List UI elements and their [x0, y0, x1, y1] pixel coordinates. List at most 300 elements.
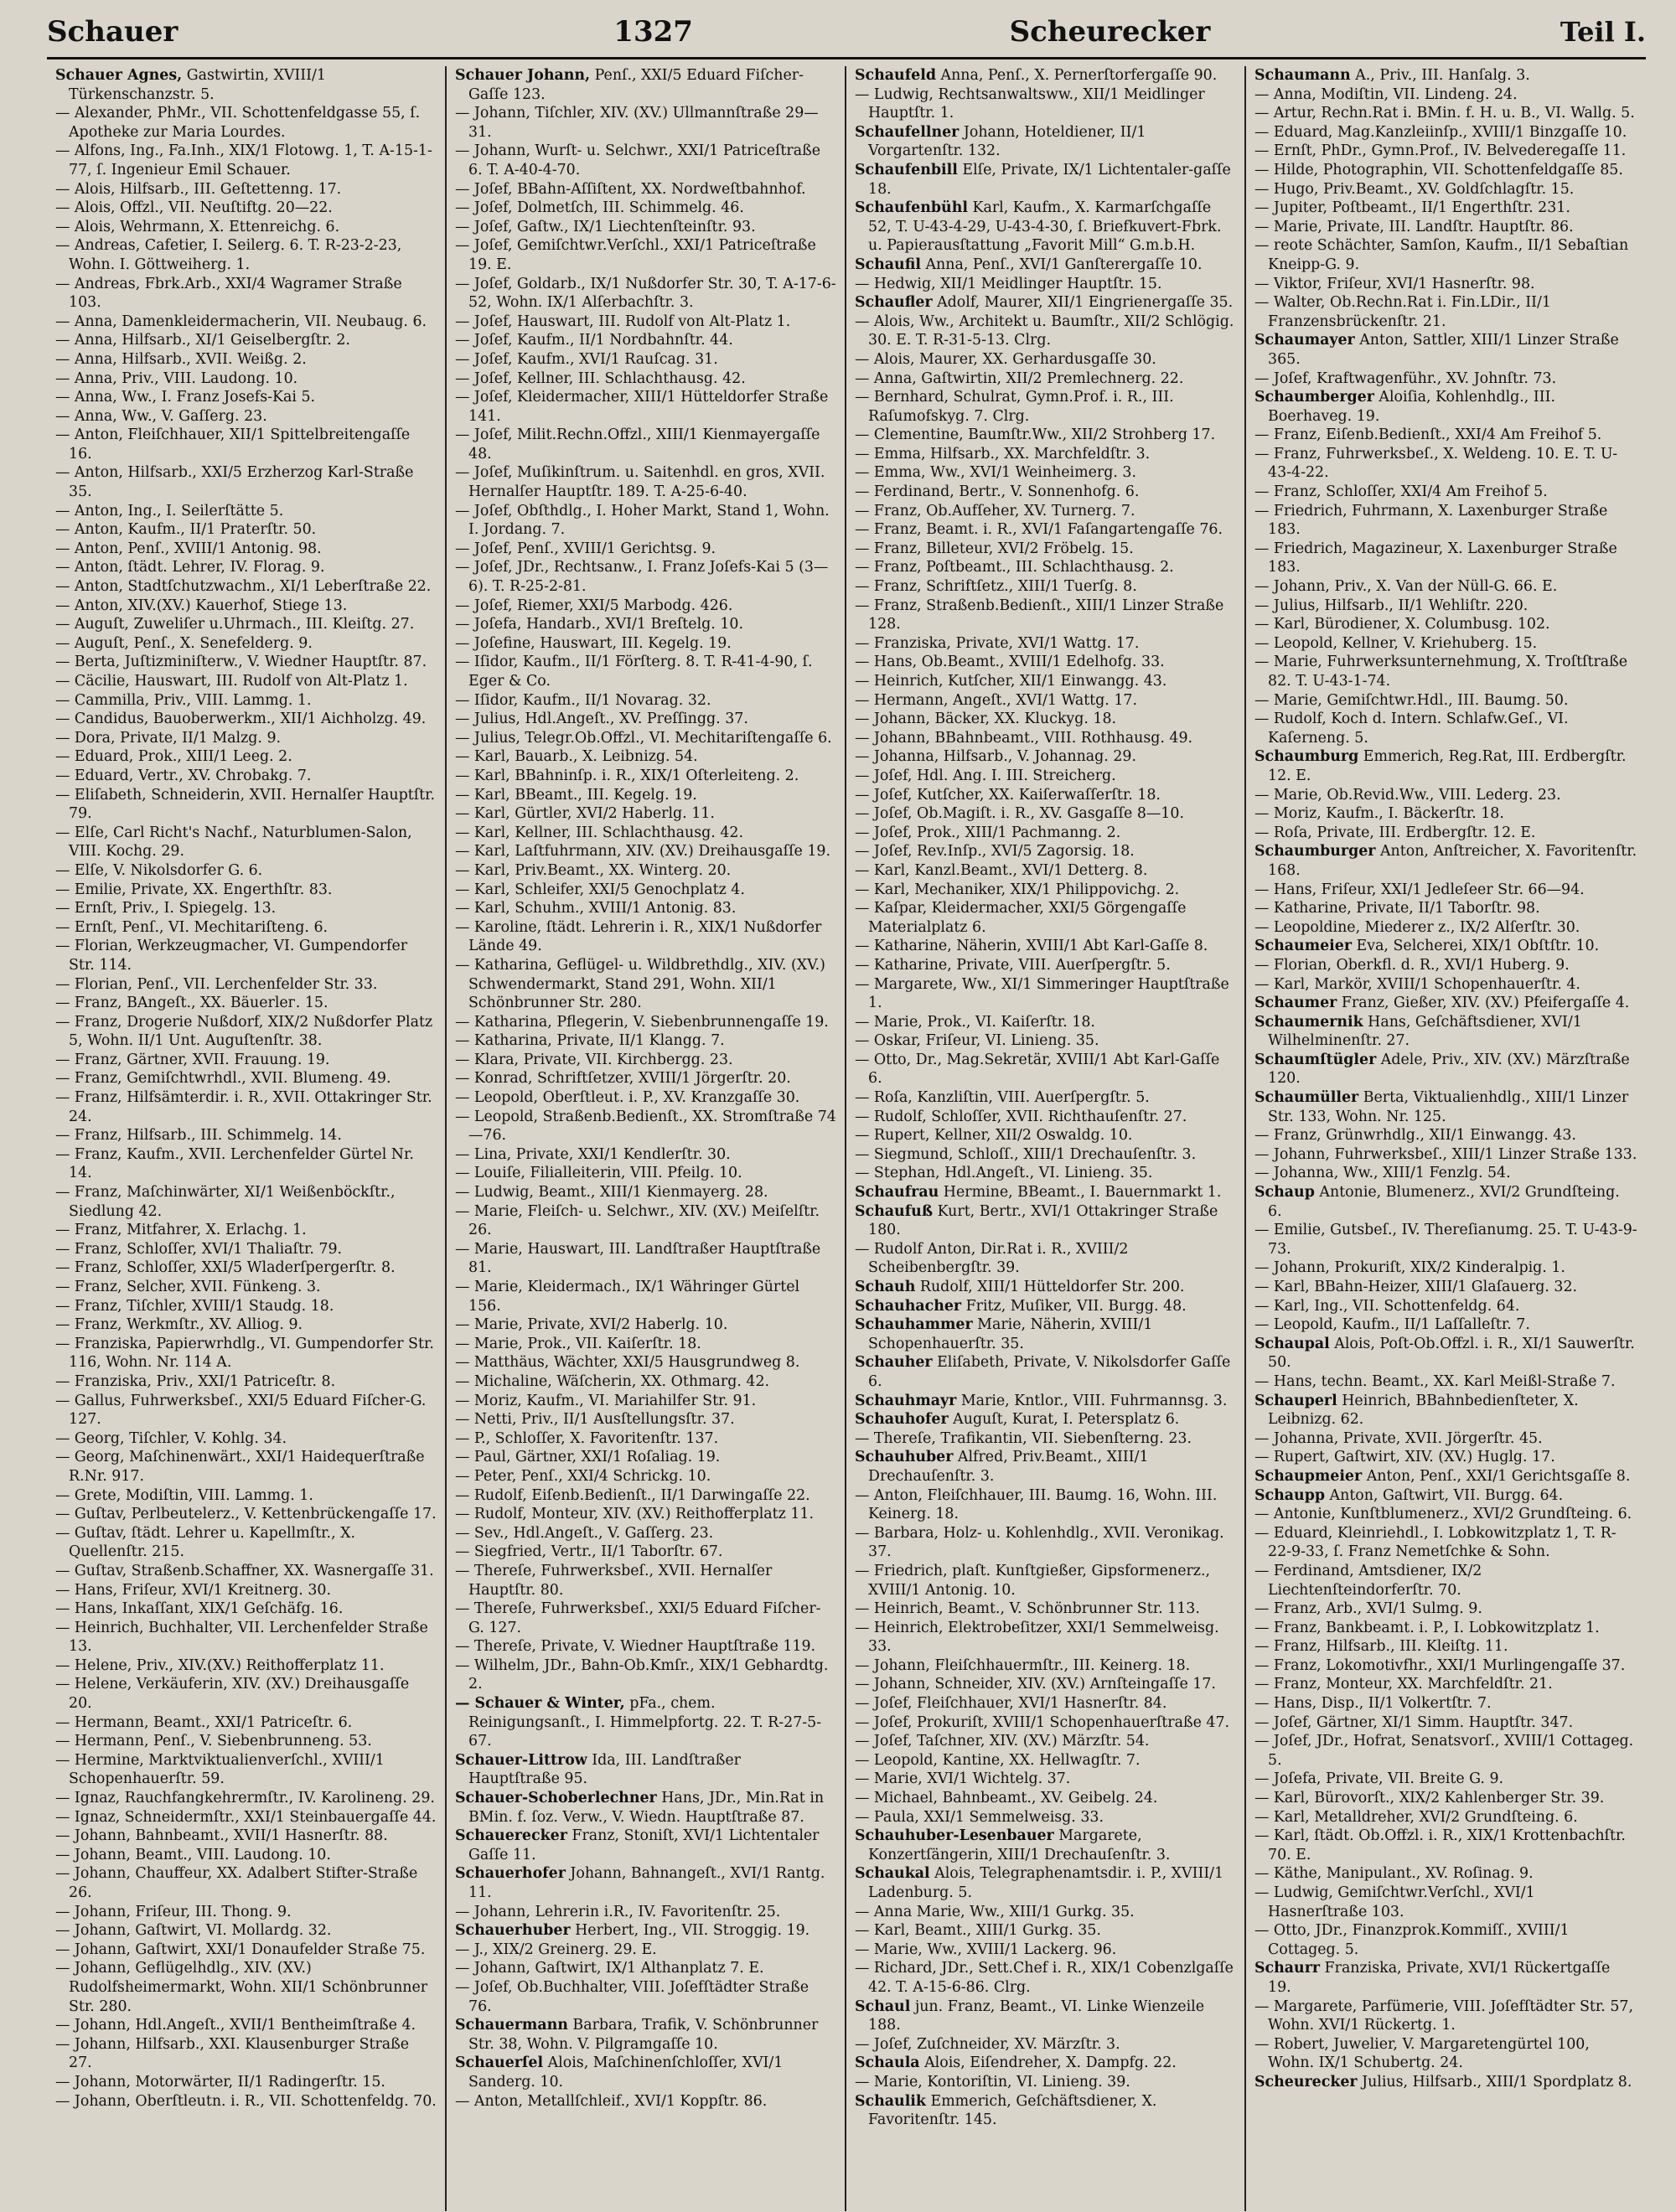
entry-details: — Artur, Rechn.Rat i. BMin. f. H. u. B., VI. Wallg. 5. — [1254, 105, 1635, 122]
entry-details: — Rupert, Kellner, XII/2 Oswaldg. 10. — [855, 1127, 1133, 1145]
directory-entry — [855, 1429, 1236, 1449]
entry-details: — Anna, Hilfsarb., XVII. Weißg. 2. — [55, 350, 307, 368]
directory-entry — [55, 1183, 437, 1221]
entry-details: — Emilie, Private, XX. Engerthſtr. 83. — [55, 881, 333, 898]
entry-surname: Schaumüller — [1254, 1089, 1359, 1107]
entry-details: — Johann, Bahnbeamt., XVII/1 Hasnerſtr. 88. — [55, 1827, 388, 1845]
directory-entry — [1254, 653, 1637, 690]
entry-details: — Klara, Private, VII. Kirchbergg. 23. — [455, 1051, 733, 1068]
entry-surname: Schaufenbühl — [855, 199, 968, 217]
entry-details: — Konrad, Schriftſetzer, XVIII/1 Jörgerſtr. 20. — [455, 1070, 791, 1088]
entry-details: — Franziska, Priv., XXI/1 Patriceſtr. 8. — [55, 1372, 336, 1390]
directory-entry — [455, 275, 836, 313]
entry-details: — Franz, Drogerie Nußdorf, XIX/2 Nußdorfer Platz 5, Wohn. II/1 Unt. Auguſtenſtr. 38. — [55, 1013, 433, 1050]
entry-details: — Joſef, Ob.Buchhalter, VIII. Joſefſtädter Straße 76. — [455, 1978, 810, 2015]
entry-details: — Florian, Penſ., VII. Lerchenfelder Str. 33. — [55, 975, 378, 993]
directory-entry — [855, 1751, 1236, 1770]
entry-details: — Alexander, PhMr., VII. Schottenfeldgasse 55, ſ. Apotheke zur Maria Lourdes. — [55, 105, 421, 141]
directory-entry — [55, 218, 437, 237]
entry-details: — Florian, Oberkfl. d. R., XVI/1 Huberg. 9. — [1254, 956, 1570, 974]
entry-details: — Joſef, Hdl. Ang. I. III. Streicherg. — [855, 767, 1116, 784]
entry-details: Franz, Gießer, XIV. (XV.) Pfeifergaſſe 4. — [1337, 995, 1630, 1012]
directory-entry — [455, 2016, 836, 2054]
entry-details: — Ignaz, Rauchfangkehrermſtr., IV. Karolineng. 29. — [55, 1790, 435, 1807]
directory-entry — [455, 1410, 836, 1429]
entry-details: — Franz, Kaufm., XVII. Lerchenfelder Gürtel Nr. 14. — [55, 1145, 414, 1182]
entry-details: — Eduard, Vertr., XV. Chrobakg. 7. — [55, 767, 312, 784]
entry-surname: Schaupal — [1254, 1335, 1330, 1352]
directory-entry — [1254, 842, 1637, 880]
entry-details: — Viktor, Friſeur, XVI/1 Hasnerſtr. 98. — [1254, 275, 1535, 292]
directory-entry — [455, 370, 836, 389]
entry-details: — Johann, Wurſt- u. Selchwr., XXI/1 Patriceſtraße 6. T. A-40-4-70. — [455, 142, 821, 178]
entry-details: — Marie, Fuhrwerksunternehmung, X. Troſtſtraße 82. T. U-43-1-74. — [1254, 654, 1628, 690]
directory-entry — [55, 1240, 437, 1259]
entry-details: — Ernſt, Priv., I. Spiegelg. 13. — [55, 900, 277, 917]
directory-entry — [55, 786, 437, 824]
directory-entry — [55, 2073, 437, 2092]
entry-details: — Joſef, Obſthdlg., I. Hoher Markt, Stand 1, Wohn. I. Jordang. 7. — [455, 502, 830, 539]
directory-entry — [1254, 2073, 1637, 2092]
directory-entry — [855, 1770, 1236, 1789]
entry-surname: Schaufenbill — [855, 161, 958, 178]
entry-details: — Peter, Penſ., XXI/4 Schrickg. 10. — [455, 1467, 711, 1485]
entry-details: Adele, Priv., XIV. (XV.) Märzſtraße 120. — [1268, 1051, 1630, 1088]
entry-details: — Johann, Beamt., VIII. Laudong. 10. — [55, 1846, 331, 1863]
entry-details: — Franz, Schloſſer, XXI/5 Wladerſpergerſtr. 8. — [55, 1259, 396, 1277]
directory-entry — [855, 123, 1236, 161]
entry-details: — Joſef, Riemer, XXI/5 Marbodg. 426. — [455, 597, 733, 614]
entry-details: — Thereſe, Fuhrwerksbeſ., XXI/5 Eduard Fiſcher-G. 127. — [455, 1600, 821, 1636]
directory-entry — [455, 881, 836, 900]
entry-details: — Franz, Werkmſtr., XV. Alliog. 9. — [55, 1316, 303, 1334]
entry-details: Margarete, Konzertſängerin, XIII/1 Drechauſenſtr. 3. — [868, 1827, 1171, 1863]
directory-entry — [455, 1145, 836, 1165]
entry-details: — Johann, Geflügelhdlg., XIV. (XV.) Rudolfsheimermarkt, Wohn. XII/1 Schönbrunner Str. 280. — [55, 1960, 428, 2015]
entry-details: — Johann, Oberſtleutn. i. R., VII. Schottenfeldg. 70. — [55, 2092, 437, 2110]
directory-entry — [455, 104, 836, 142]
directory-entry — [855, 256, 1236, 275]
entry-details: Alfred, Priv.Beamt., XIII/1 Drechauſenſtr. 3. — [868, 1449, 1149, 1485]
entry-details: Anton, Gaſtwirt, VII. Burgg. 64. — [1325, 1486, 1564, 1504]
entry-details: — Florian, Werkzeugmacher, VI. Gumpendorfer Str. 114. — [55, 938, 408, 974]
directory-entry — [855, 634, 1236, 654]
directory-entry — [55, 597, 437, 616]
entry-details: — Karl, Bauarb., X. Leibnizg. 54. — [455, 748, 698, 766]
directory-entry — [1254, 1505, 1637, 1524]
directory-entry — [455, 1353, 836, 1372]
directory-entry — [1254, 1297, 1637, 1316]
directory-entry — [55, 881, 437, 900]
directory-entry — [455, 180, 836, 199]
entry-surname: Schaumernik — [1254, 1013, 1363, 1031]
directory-entry — [455, 597, 836, 616]
directory-entry — [55, 1145, 437, 1183]
directory-entry — [1254, 1524, 1637, 1562]
entry-details: — Hans, Friſeur, XXI/1 Jedleſeer Str. 66—94. — [1254, 881, 1585, 898]
directory-entry — [55, 577, 437, 597]
directory-entry — [55, 975, 437, 995]
entry-details: — P., Schloſſer, X. Favoritenſtr. 137. — [455, 1429, 719, 1447]
entry-details: Antonie, Blumenerz., XVI/2 Grundſteing. 6. — [1268, 1184, 1620, 1220]
directory-entry — [455, 1789, 836, 1827]
entry-details: Alois, Maſchinenſchloſſer, XVI/1 Sanderg. 10. — [468, 2054, 784, 2091]
directory-entry — [855, 1789, 1236, 1808]
directory-entry — [55, 710, 437, 729]
entry-details: — Thereſe, Trafikantin, VII. Siebenſterng. 23. — [855, 1429, 1192, 1447]
entry-details: — Lina, Private, XXI/1 Kendlerſtr. 30. — [455, 1145, 731, 1163]
directory-entry — [1254, 1789, 1637, 1808]
directory-entry — [455, 1183, 836, 1202]
directory-entry — [55, 691, 437, 711]
header-right-keyword: Scheurecker — [1009, 15, 1211, 49]
entry-surname: Schauerecker — [455, 1827, 567, 1845]
entry-details: — Franz, Poſtbeamt., III. Schlachthausg. 2. — [855, 559, 1174, 576]
entry-details: — Joſef, Penſ., XVIII/1 Gerichtsg. 9. — [455, 540, 716, 557]
entry-details: Gastwirtin, XVIII/1 Türkenschanzstr. 5. — [69, 67, 326, 103]
directory-entry — [855, 520, 1236, 540]
directory-entry — [1254, 1884, 1637, 1921]
directory-entry — [855, 1675, 1236, 1694]
entry-details: — Franz, Ob.Aufſeher, XV. Turnerg. 7. — [855, 502, 1135, 519]
header-left-keyword: Schauer — [47, 15, 178, 49]
directory-entry — [55, 1088, 437, 1126]
directory-entry — [55, 1126, 437, 1145]
entry-details: — Joſef, JDr., Rechtsanw., I. Franz Joſefs-Kai 5 (3—6). T. R-25-2-81. — [455, 559, 829, 596]
directory-entry — [1254, 293, 1637, 331]
directory-entry — [455, 1486, 836, 1506]
directory-entry — [1254, 1619, 1637, 1638]
entry-details: — Ludwig, Rechtsanwaltsww., XII/1 Meidlinger Hauptſtr. 1. — [855, 85, 1205, 122]
entry-surname: Schauerhuber — [455, 1922, 571, 1940]
entry-surname: Schaup — [1254, 1184, 1315, 1202]
directory-entry — [855, 899, 1236, 937]
directory-entry — [55, 388, 437, 407]
entry-details: Marie, Kntlor., VIII. Fuhrmannsg. 3. — [956, 1392, 1228, 1409]
entry-surname: Schaumayer — [1254, 332, 1355, 349]
entry-details: Emmerich, Reg.Rat, III. Erdbergſtr. 12. E. — [1268, 748, 1627, 784]
directory-entry — [55, 1789, 437, 1808]
entry-details: — Hermann, Angeſt., XVI/1 Wattg. 17. — [855, 691, 1138, 709]
entry-details: — Ferdinand, Bertr., V. Sonnenhofg. 6. — [855, 483, 1140, 501]
entry-surname: Schaumer — [1254, 995, 1337, 1012]
directory-entry — [55, 2092, 437, 2111]
directory-entry — [1254, 85, 1637, 105]
entry-details: — Joſef, Gaſtw., IX/1 Liechtenſteinſtr. 93. — [455, 218, 756, 235]
entry-details: Elſe, Private, IX/1 Lichtentaler-gaſſe 18. — [868, 161, 1231, 198]
entry-details: — Helene, Verkäuferin, XIV. (XV.) Dreihausgaſſe 20. — [55, 1676, 410, 1713]
directory-entry — [55, 1751, 437, 1789]
entry-details: Anton, Sattler, XIII/1 Linzer Straße 365. — [1268, 332, 1619, 368]
entry-details: — Hermann, Penſ., V. Siebenbrunneng. 53. — [55, 1733, 372, 1750]
entry-details: — Franziska, Papierwrhdlg., VI. Gumpendorfer Str. 116, Wohn. Nr. 114 A. — [55, 1335, 434, 1372]
directory-entry — [855, 1240, 1236, 1278]
directory-entry — [55, 142, 437, 179]
entry-details: — Cäcilie, Hauswart, III. Rudolf von Alt-Platz 1. — [55, 673, 408, 690]
entry-details: — Guſtav, Straßenb.Schaffner, XX. Wasnergaſſe 31. — [55, 1562, 434, 1579]
directory-entry — [1254, 540, 1637, 577]
directory-entry — [455, 1088, 836, 1108]
entry-details: — Moriz, Kaufm., VI. Mariahilfer Str. 91. — [455, 1392, 757, 1409]
directory-entry — [1254, 1278, 1637, 1297]
directory-entry — [1254, 1335, 1637, 1372]
directory-entry — [855, 1164, 1236, 1183]
directory-entry — [855, 1656, 1236, 1676]
entry-details: — Julius, Hilfsarb., II/1 Wehliſtr. 220. — [1254, 597, 1529, 614]
entry-details: — Franz, Billeteur, XVI/2 Fröbelg. 15. — [855, 540, 1134, 557]
entry-details: — Antonie, Kunſtblumenerz., XVI/2 Grundſteing. 6. — [1254, 1506, 1632, 1523]
entry-details: — Anna Marie, Ww., XIII/1 Gurkg. 35. — [855, 1903, 1135, 1920]
entry-details: — Anna, Hilfsarb., XI/1 Geiselbergſtr. 2. — [55, 332, 350, 349]
directory-entry — [455, 66, 836, 104]
entry-details: — Friedrich, plaſt. Kunſtgießer, Gipsformenerz., XVIII/1 Antonig. 10. — [855, 1562, 1211, 1599]
entry-details: — Emilie, Gutsbeſ., IV. Thereſianumg. 25. T. U-43-9-73. — [1254, 1222, 1637, 1258]
directory-entry — [455, 1751, 836, 1789]
directory-entry — [855, 1145, 1236, 1165]
directory-entry — [1254, 1145, 1637, 1165]
entry-details: — Johann, Hilfsarb., XXI. Klausenburger Straße 27. — [55, 2035, 410, 2072]
directory-entry — [1254, 123, 1637, 142]
directory-entry — [1254, 1448, 1637, 1467]
directory-entry — [1254, 1864, 1637, 1884]
entry-details: — Anton, Fleiſchhauer, III. Baumg. 16, Wohn. III. Keinerg. 18. — [855, 1486, 1218, 1523]
directory-entry — [455, 1959, 836, 1978]
entry-details: — Joſef, Goldarb., IX/1 Nußdorfer Str. 30, T. A-17-6-52, Wohn. IX/1 Alſerbachſtr. 3. — [455, 275, 836, 312]
entry-details: — Franz, Maſchinwärter, XI/1 Weißenböckſtr., Siedlung 42. — [55, 1184, 396, 1220]
directory-entry — [855, 1941, 1236, 1960]
directory-entry — [1254, 1164, 1637, 1183]
entry-surname: Schaukal — [855, 1865, 930, 1883]
entry-surname: Schaumburg — [1254, 748, 1359, 766]
directory-entry — [1254, 236, 1637, 274]
entry-details: Auguſt, Kurat, I. Petersplatz 6. — [948, 1411, 1180, 1429]
entry-details: — Karl, BBahninſp. i. R., XIX/1 Oſterleiteng. 2. — [455, 767, 799, 784]
entry-details: — Franz, Selcher, XVII. Fünkeng. 3. — [55, 1279, 321, 1295]
directory-entry — [1254, 956, 1637, 975]
entry-details: — Stephan, Hdl.Angeſt., VI. Linieng. 35. — [855, 1165, 1153, 1182]
entry-details: — Anton, Fleiſchhauer, XII/1 Spittelbreitengaſſe 16. — [55, 426, 411, 463]
entry-details: — Michaline, Wäſcherin, XX. Othmarg. 42. — [455, 1372, 770, 1390]
entry-details: — Leopold, Kantine, XX. Hellwagſtr. 7. — [855, 1751, 1141, 1769]
directory-entry — [1254, 918, 1637, 938]
entry-details: — Joſef, Prok., XIII/1 Pachmanng. 2. — [855, 824, 1121, 841]
entry-surname: Schaufrau — [855, 1184, 939, 1202]
directory-entry — [855, 1013, 1236, 1032]
entry-details: — Guſtav, ſtädt. Lehrer u. Kapellmſtr., X. Quellenſtr. 215. — [55, 1524, 356, 1561]
directory-entry — [1254, 1713, 1637, 1733]
directory-entry — [1254, 1808, 1637, 1827]
column-2 — [447, 66, 846, 2211]
directory-entry — [855, 861, 1236, 881]
entry-details: — Katharina, Geflügel- u. Wildbrethdlg., XIV. (XV.) Schwendermarkt, Stand 291, Wohn. XII/1 Schönbrunner Str. 280. — [455, 956, 825, 1012]
entry-details: Berta, Viktualienhdlg., XIII/1 Linzer Str. 133, Wohn. Nr. 125. — [1268, 1089, 1629, 1125]
directory-entry — [455, 861, 836, 881]
entry-details: — Katharine, Private, VIII. Auerſpergſtr. 5. — [855, 956, 1171, 974]
directory-entry — [1254, 1051, 1637, 1088]
entry-details: — Candidus, Bauoberwerkm., XII/1 Aichholzg. 49. — [55, 711, 427, 728]
directory-entry — [855, 672, 1236, 691]
entry-details: — Andreas, Cafetier, I. Seilerg. 6. T. R-23-2-23, Wohn. I. Göttweiherg. 1. — [55, 237, 402, 273]
directory-entry — [855, 577, 1236, 597]
column-1 — [47, 66, 447, 2211]
entry-details: — Marie, Prok., VI. Kaiſerſtr. 18. — [855, 1013, 1095, 1031]
entry-details: — Franz, Schloſſer, XVI/1 Thaliaſtr. 79. — [55, 1240, 343, 1258]
directory-entry — [1254, 1372, 1637, 1392]
directory-entry — [455, 899, 836, 918]
directory-entry — [1254, 66, 1637, 85]
directory-entry — [455, 1600, 836, 1637]
entry-details: Fritz, Muſiker, VII. Burgg. 48. — [961, 1297, 1187, 1315]
entry-surname: Schaumeier — [1254, 938, 1353, 955]
directory-entry — [55, 899, 437, 918]
entry-details: — Anna, Gaſtwirtin, XII/2 Premlechnerg. 22. — [855, 370, 1184, 387]
entry-details: — Marie, Gemiſchtwr.Hdl., III. Baumg. 50. — [1254, 691, 1569, 709]
entry-details: — Leopold, Kaufm., II/1 Laſſalleſtr. 7. — [1254, 1316, 1530, 1334]
entry-surname: Schaulik — [855, 2092, 926, 2110]
directory-entry — [1254, 218, 1637, 237]
directory-entry — [55, 104, 437, 142]
entry-details: — Joſef, Ob.Magiſt. i. R., XV. Gasgaſſe 8—10. — [855, 805, 1184, 823]
directory-entry — [855, 1921, 1236, 1941]
directory-entry — [1254, 483, 1637, 502]
entry-details: — Siegfried, Vertr., II/1 Taborſtr. 67. — [455, 1543, 723, 1561]
directory-entry — [1254, 1467, 1637, 1486]
entry-details: — Joſef, Rev.Inſp., XVI/5 Zagorsig. 18. — [855, 843, 1135, 861]
entry-details: — Franz, Hilfsarb., III. Kleiſtg. 11. — [1254, 1638, 1508, 1656]
directory-entry — [55, 426, 437, 463]
entry-details: — Rudolf, Monteur, XIV. (XV.) Reithofferplatz 11. — [455, 1506, 814, 1523]
directory-entry — [55, 937, 437, 974]
entry-details: — Hilde, Photographin, VII. Schottenfeldgaſſe 85. — [1254, 161, 1623, 178]
directory-entry — [1254, 1732, 1637, 1770]
directory-entry — [55, 1827, 437, 1846]
entry-details: — Johann, BBahnbeamt., VIII. Rothhausg. 49. — [855, 729, 1193, 747]
directory-entry — [855, 747, 1236, 767]
entry-details: — Julius, Hdl.Angeſt., XV. Preſſingg. 37. — [455, 711, 748, 728]
entry-details: — Joſef, Kaufm., XVI/1 Rauſcag. 31. — [455, 350, 718, 368]
entry-details: — J., XIX/2 Greinerg. 29. E. — [455, 1941, 657, 1958]
directory-entry — [855, 1713, 1236, 1733]
entry-details: — Franz, Hilfsarb., III. Schimmelg. 14. — [55, 1127, 342, 1145]
directory-entry — [855, 710, 1236, 729]
directory-entry — [1254, 899, 1637, 918]
directory-entry — [1254, 1600, 1637, 1619]
directory-entry — [455, 540, 836, 559]
directory-entry — [1254, 1656, 1637, 1676]
entry-details: — Rudolf Anton, Dir.Rat i. R., XVIII/2 Scheibenbergſtr. 39. — [855, 1240, 1129, 1277]
directory-entry — [1254, 747, 1637, 785]
entry-details: — Karl, Mechaniker, XIX/1 Philippovichg. 2. — [855, 881, 1180, 898]
directory-entry — [855, 1410, 1236, 1429]
directory-entry — [455, 350, 836, 370]
directory-entry — [55, 824, 437, 861]
directory-entry — [55, 1675, 437, 1713]
directory-entry — [55, 1315, 437, 1335]
directory-entry — [855, 483, 1236, 502]
directory-entry — [855, 1959, 1236, 1997]
directory-entry — [855, 85, 1236, 123]
entry-details: — Berta, Juſtizminiſterw., V. Wiedner Hauptſtr. 87. — [55, 654, 427, 671]
entry-details: — Hermann, Beamt., XXI/1 Patriceſtr. 6. — [55, 1713, 353, 1731]
directory-entry — [855, 824, 1236, 843]
entry-details: — Anton, Hilfsarb., XXI/5 Erzherzog Karl-Straße 35. — [55, 464, 414, 501]
entry-details: — Ernſt, PhDr., Gymn.Prof., IV. Belvederegaſſe 11. — [1254, 142, 1627, 160]
directory-entry — [855, 1562, 1236, 1600]
entry-details: — Iſidor, Kaufm., II/1 Novarag. 32. — [455, 691, 711, 709]
entry-details: — Anton, Metallſchleif., XVI/1 Koppſtr. 86. — [455, 2092, 768, 2110]
directory-entry — [55, 1846, 437, 1865]
directory-entry — [455, 634, 836, 654]
entry-details: — Elſe, V. Nikolsdorfer G. 6. — [55, 861, 263, 879]
directory-entry — [855, 881, 1236, 900]
directory-entry — [1254, 975, 1637, 995]
entry-details: — Robert, Juwelier, V. Margaretengürtel 100, Wohn. IX/1 Schubertg. 24. — [1254, 2035, 1590, 2072]
directory-entry — [855, 388, 1236, 426]
directory-entry — [1254, 104, 1637, 123]
entry-details: — Franz, Schriftſetz., XIII/1 Tuerſg. 8. — [855, 578, 1137, 596]
entry-details: — Franz, Monteur, XX. Marchfeldſtr. 21. — [1254, 1676, 1553, 1693]
directory-entry — [55, 1656, 437, 1676]
directory-entry — [1254, 1013, 1637, 1051]
directory-entry — [455, 824, 836, 843]
entry-details: — Anna, Ww., I. Franz Josefs-Kai 5. — [55, 389, 316, 406]
entry-details: Alois, Eiſendreher, X. Dampfg. 22. — [919, 2054, 1177, 2072]
directory-entry — [1254, 710, 1637, 747]
entry-details: Alois, Telegraphenamtsdir. i. P., XVIII/1 Ladenburg. 5. — [868, 1865, 1224, 1901]
directory-entry — [855, 1315, 1236, 1353]
directory-entry — [455, 1202, 836, 1240]
directory-entry — [55, 350, 437, 370]
entry-details: — Georg, Tiſchler, V. Kohlg. 34. — [55, 1429, 287, 1447]
entry-details: — Georg, Maſchinenwärt., XXI/1 Haidequerſtraße R.Nr. 917. — [55, 1449, 425, 1485]
entry-details: — Joſef, JDr., Hofrat, Senatsvorſ., XVIII/1 Cottageg. 5. — [1254, 1733, 1634, 1769]
directory-entry — [855, 2073, 1236, 2092]
entry-details: — Otto, Dr., Mag.Sekretär, XVIII/1 Abt Karl-Gaſſe 6. — [855, 1051, 1220, 1088]
directory-entry — [55, 199, 437, 218]
entry-details: — Netti, Priv., II/1 Ausſtellungsſtr. 37. — [455, 1411, 735, 1429]
directory-entry — [1254, 634, 1637, 654]
directory-entry — [55, 747, 437, 767]
entry-details: — Thereſe, Fuhrwerksbeſ., XVII. Hernalſer Hauptſtr. 80. — [455, 1562, 773, 1599]
directory-entry — [55, 1448, 437, 1486]
directory-entry — [855, 2054, 1236, 2073]
entry-details: — Joſef, Zuſchneider, XV. Märzſtr. 3. — [855, 2035, 1120, 2053]
entry-details: Anna, Penſ., XVI/1 Ganſterergaſſe 10. — [920, 256, 1203, 273]
directory-entry — [855, 1278, 1236, 1297]
entry-details: — Alois, Offzl., VII. Neuſtiftg. 20—22. — [55, 199, 333, 217]
entry-details: — Marie, XVI/1 Wichtelg. 37. — [855, 1770, 1071, 1788]
directory-entry — [55, 66, 437, 104]
entry-details: — Karl, Markör, XVIII/1 Schopenhauerſtr. 4. — [1254, 975, 1580, 993]
directory-entry — [1254, 824, 1637, 843]
entry-details: — Iſidor, Kaufm., II/1 Förſterg. 8. T. R-41-4-90, ſ. Eger & Co. — [455, 654, 813, 690]
entry-details: Herbert, Ing., VII. Stroggig. 19. — [570, 1922, 810, 1940]
directory-entry — [1254, 881, 1637, 900]
entry-surname: Schauhacher — [855, 1297, 962, 1315]
entry-details: — Johanna, Private, XVII. Jörgerſtr. 45. — [1254, 1429, 1543, 1447]
entry-details: — Grete, Modiſtin, VIII. Lammg. 1. — [55, 1486, 313, 1504]
entry-details: — Cammilla, Priv., VIII. Lammg. 1. — [55, 691, 312, 709]
directory-entry — [855, 1524, 1236, 1562]
entry-details: — Franz, Gärtner, XVII. Frauung. 19. — [55, 1051, 330, 1068]
entry-details: Johann, Bahnangeſt., XVI/1 Rantg. 11. — [468, 1865, 825, 1901]
entry-details: — Eduard, Mag.Kanzleiinſp., XVIII/1 Binzgaſſe 10. — [1254, 123, 1627, 141]
entry-details: — Johann, Chauffeur, XX. Adalbert Stifter-Straße 26. — [55, 1865, 418, 1901]
entry-details: A., Priv., III. Hanſalg. 3. — [1350, 67, 1530, 84]
entry-details: — Johann, Priv., X. Van der Nüll-G. 66. E. — [1254, 578, 1558, 596]
directory-entry — [855, 370, 1236, 389]
entry-surname: Schauhuber-Lesenbauer — [855, 1827, 1054, 1845]
